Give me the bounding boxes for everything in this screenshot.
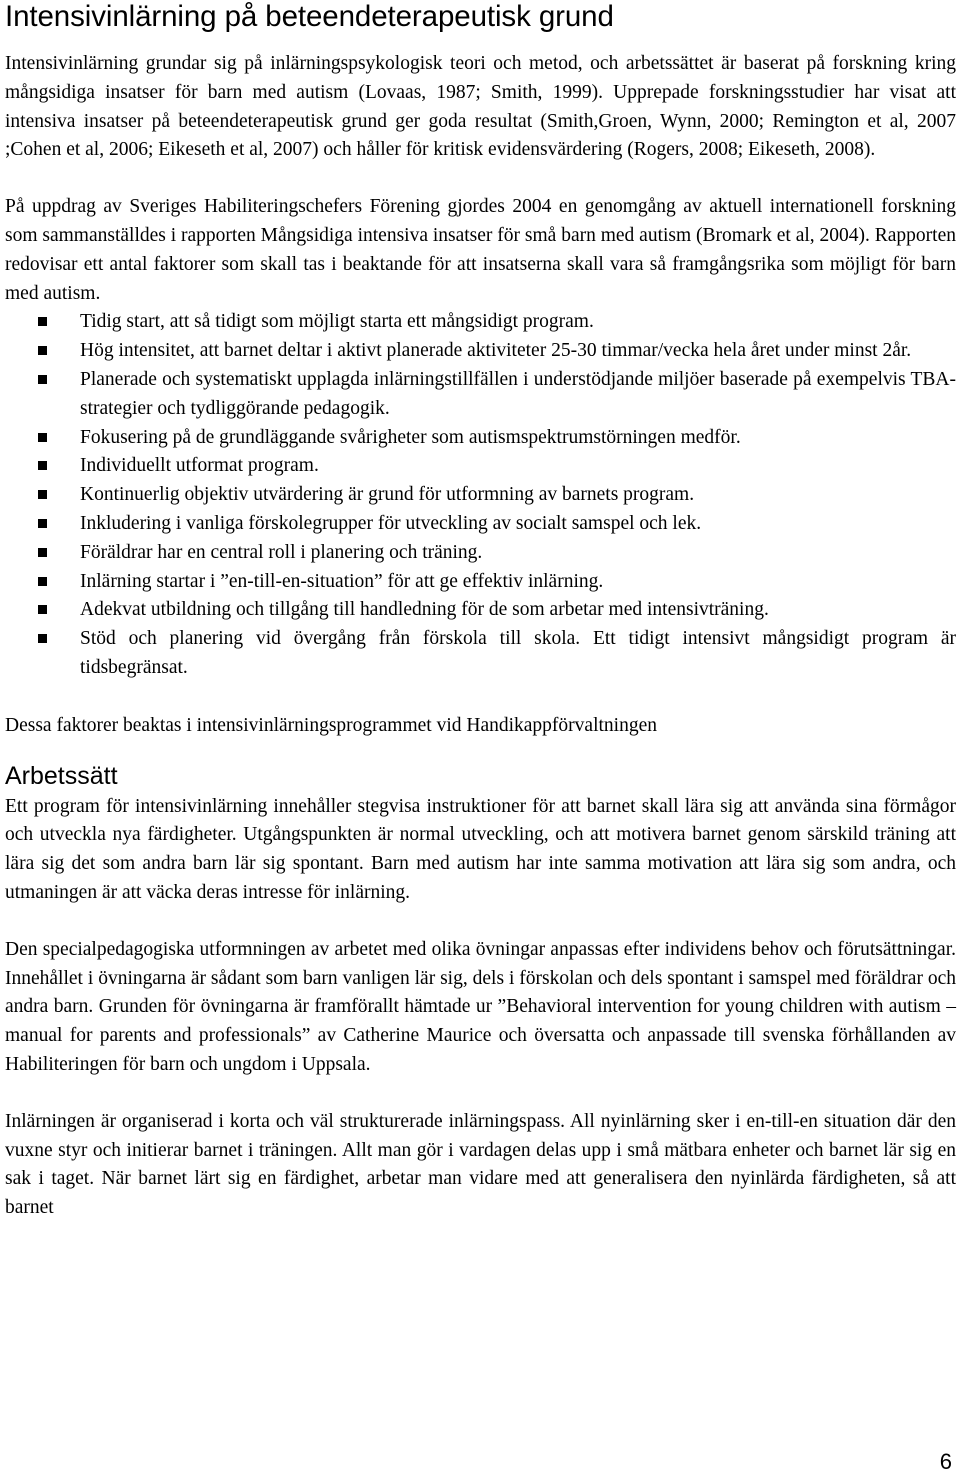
page-number: 6 — [939, 1449, 952, 1474]
square-bullet-icon — [38, 375, 47, 384]
list-item — [5, 337, 956, 366]
list-item-text: Planerade och systematiskt upplagda inlärningstillfällen i understödjande miljöer baserade på exempelvis TBA-strategier och tydliggörande pedagogik. — [80, 368, 956, 419]
factors-note: Dessa faktorer beaktas i intensivinlärningsprogrammet vid Handikappförvaltningen — [5, 714, 657, 736]
square-bullet-icon — [38, 605, 47, 614]
list-item-text: Adekvat utbildning och tillgång till handledning för de som arbetar med intensivträning. — [80, 599, 769, 621]
list-item-text: Individuellt utformat program. — [80, 455, 319, 477]
list-item-text: Inkludering i vanliga förskolegrupper för utveckling av socialt samspel och lek. — [80, 512, 702, 534]
main-heading: Intensivinlärning på beteendeterapeutisk grund — [5, 0, 614, 33]
list-item — [5, 625, 956, 683]
list-item — [5, 424, 956, 453]
square-bullet-icon — [38, 461, 47, 470]
section-heading-arbetssatt: Arbetssätt — [5, 761, 118, 790]
list-item — [5, 568, 956, 597]
list-item — [5, 452, 956, 481]
arbetssatt-paragraph-2: Den specialpedagogiska utformningen av arbetet med olika övningar anpassas efter individens behov och förutsättningar. Innehållet i övningarna är sådant som barn vanligen lär sig, dels i förskolan och dels spontant i samspel med föräldrar och andra barn. Grunden för övningarna är framförallt hämtade ur ”Behavioral intervention for young children with autism – manual for parents and professionals” av Catherine Maurice och översatta och anpassade till svenska förhållanden av Habiliteringen för barn och ungdom i Uppsala. — [5, 938, 956, 1075]
list-item — [5, 596, 956, 625]
square-bullet-icon — [38, 548, 47, 557]
list-item — [5, 481, 956, 510]
factors-list — [5, 308, 956, 682]
square-bullet-icon — [38, 519, 47, 528]
list-item-text: Kontinuerlig objektiv utvärdering är grund för utformning av barnets program. — [80, 484, 695, 506]
square-bullet-icon — [38, 490, 47, 499]
square-bullet-icon — [38, 577, 47, 586]
mandate-paragraph: På uppdrag av Sveriges Habiliteringschefers Förening gjordes 2004 en genomgång av aktuell internationell forskning som sammanställdes i rapporten Mångsidiga intensiva insatser för små barn med autism (Bromark et al, 2004). Rapporten redovisar ett antal faktorer som skall tas i beaktande för att insatserna skall vara så framgångsrika som möjligt för barn med autism. — [5, 196, 956, 304]
square-bullet-icon — [38, 433, 47, 442]
list-item-text: Stöd och planering vid övergång från förskola till skola. Ett tidigt intensivt mångsidigt program är tidsbegränsat. — [80, 628, 956, 678]
square-bullet-icon — [38, 346, 47, 355]
intro-paragraph: Intensivinlärning grundar sig på inlärningspsykologisk teori och metod, och arbetssättet är baserat på forskning kring mångsidiga insatser för barn med autism (Lovaas, 1987; Smith, 1999). Upprepade forskningsstudier har visat att intensiva insatser på beteendeterapeutisk grund ger goda resultat (Smith,Groen, Wynn, 2000; Remington et al, 2007 ;Cohen et al, 2006; Eikeseth et al, 2007) och håller för kritisk evidensvärdering (Rogers, 2008; Eikeseth, 2008). — [5, 53, 956, 161]
arbetssatt-paragraph-3: Inlärningen är organiserad i korta och väl strukturerade inlärningspass. All nyinlärning sker i en-till-en situation där den vuxne styr och initierar barnet i träningen. Allt man gör i vardagen delas upp i små mätbara enheter och barnet lär sig en sak i taget. När barnet lärt sig en färdighet, arbetar man vidare med att generalisera den nyinlärda färdigheten, så att barnet — [5, 1110, 956, 1219]
square-bullet-icon — [38, 317, 47, 326]
list-item-text: Hög intensitet, att barnet deltar i aktivt planerade aktiviteter 25-30 timmar/vecka hela året under minst 2år. — [80, 340, 912, 362]
list-item — [5, 366, 956, 424]
list-item-text: Föräldrar har en central roll i planering och träning. — [80, 541, 483, 563]
list-item — [5, 539, 956, 568]
list-item — [5, 510, 956, 539]
list-item-text: Tidig start, att så tidigt som möjligt starta ett mångsidigt program. — [80, 311, 594, 333]
list-item-text: Fokusering på de grundläggande svårigheter som autismspektrumstörningen medför. — [80, 426, 741, 448]
square-bullet-icon — [38, 634, 47, 643]
list-item-text: Inlärning startar i ”en-till-en-situation” för att ge effektiv inlärning. — [80, 570, 604, 592]
document-page — [5, 0, 956, 1223]
list-item — [5, 308, 956, 337]
arbetssatt-paragraph-1: Ett program för intensivinlärning innehåller stegvisa instruktioner för att barnet skall lära sig att använda sina förmågor och utveckla nya färdigheter. Utgångspunkten är normal utveckling, och att motivera barnet genom särskild träning att lära sig det som andra barn lär sig spontant. Barn med autism har inte samma motivation att lära sig som andra, och utmaningen är att väcka deras intresse för inlärning. — [5, 795, 956, 903]
